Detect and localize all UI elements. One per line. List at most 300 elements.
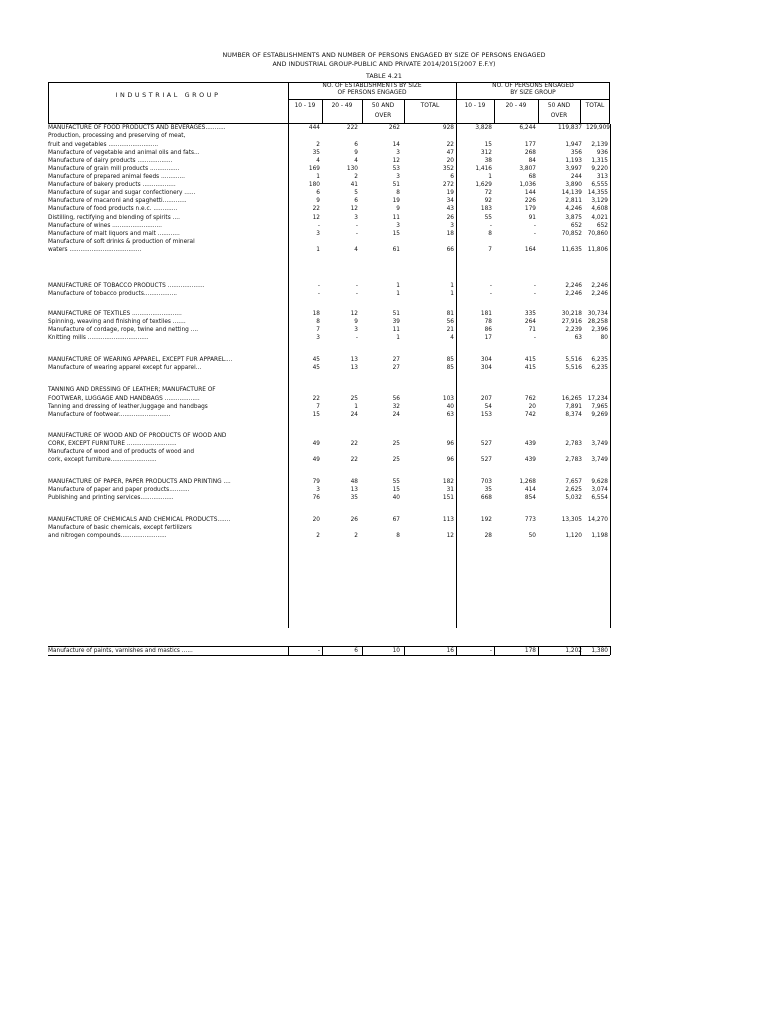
table-row: [48, 149, 610, 157]
table-row: [48, 246, 610, 254]
table-row: [48, 222, 610, 230]
cell: 10: [392, 648, 400, 654]
cell: 56: [446, 319, 454, 325]
cell: 226: [524, 198, 536, 204]
cell: 47: [446, 150, 454, 156]
row-label: Production, processing and preserving of meat,: [48, 133, 186, 139]
cell: 762: [524, 396, 536, 402]
cell: 180: [308, 182, 320, 188]
cell: 4: [316, 158, 320, 164]
cell: 43: [446, 206, 454, 212]
cell: 63: [446, 412, 454, 418]
col-header: 20 - 49: [505, 103, 527, 109]
establishments-header-1: NO. OF ESTABLISHMENTS BY SIZE: [322, 83, 422, 89]
cell: 15: [392, 487, 400, 493]
col-header: TOTAL: [420, 103, 440, 109]
cell: 50: [528, 533, 536, 539]
table-row: [48, 356, 610, 364]
col-header: 20 - 49: [331, 103, 353, 109]
cell: 25: [392, 441, 400, 447]
row-label: Manufacture of paints, varnishes and mastics ......: [48, 648, 193, 654]
cell: 12: [312, 215, 320, 221]
cell: 1,268: [519, 479, 536, 485]
cell: 928: [442, 125, 454, 131]
cell: 6: [354, 648, 358, 654]
cell: 9,269: [591, 412, 608, 418]
cell: 15: [312, 412, 320, 418]
cell: 51: [392, 182, 400, 188]
row-label: Manufacture of prepared animal feeds .............: [48, 174, 185, 180]
cell: 668: [480, 495, 492, 501]
cell: 48: [350, 479, 358, 485]
cell: 313: [596, 174, 608, 180]
cell: 6: [316, 190, 320, 196]
cell: 22: [312, 396, 320, 402]
cell: -: [317, 648, 320, 654]
cell: 49: [312, 441, 320, 447]
table-row: [48, 432, 610, 440]
cell: -: [317, 291, 320, 297]
cell: 130: [346, 166, 358, 172]
cell: 272: [442, 182, 454, 188]
cell: 14,139: [561, 190, 582, 196]
cell: 7,965: [591, 404, 608, 410]
cell: 2,783: [565, 457, 582, 463]
cell: 8: [396, 533, 400, 539]
cell: 6,554: [591, 495, 608, 501]
row-label: Knitting mills .................................: [48, 335, 149, 341]
cell: 12: [350, 311, 358, 317]
cell: 4,021: [591, 215, 608, 221]
cell: 45: [312, 365, 320, 371]
cell: 80: [600, 335, 608, 341]
cell: 20: [528, 404, 536, 410]
cell: 2,139: [591, 142, 608, 148]
cell: 3,890: [565, 182, 582, 188]
cell: 85: [446, 357, 454, 363]
cell: -: [355, 283, 358, 289]
cell: 414: [524, 487, 536, 493]
row-label: Publishing and printing services..................: [48, 495, 174, 501]
table-row: [48, 440, 610, 448]
row-label: Tanning and dressing of leather,luggage and handbags: [48, 404, 208, 410]
cell: 85: [446, 365, 454, 371]
cell: 181: [480, 311, 492, 317]
cell: 56: [392, 396, 400, 402]
cell: 1,380: [591, 648, 608, 654]
cell: 68: [528, 174, 536, 180]
cell: 12: [392, 158, 400, 164]
cell: 9: [396, 206, 400, 212]
cell: -: [317, 283, 320, 289]
cell: 22: [350, 441, 358, 447]
cell: 17,234: [587, 396, 608, 402]
cell: 15: [484, 142, 492, 148]
cell: 13,305: [561, 517, 582, 523]
cell: 207: [480, 396, 492, 402]
cell: 415: [524, 365, 536, 371]
table-row: [48, 124, 610, 132]
cell: 35: [350, 495, 358, 501]
cell: 2,811: [565, 198, 582, 204]
cell: 30,734: [587, 311, 608, 317]
cell: 13: [350, 487, 358, 493]
cell: 2: [354, 174, 358, 180]
cell: 35: [484, 487, 492, 493]
cell: 3,749: [591, 441, 608, 447]
col-header: 10 - 19: [294, 103, 316, 109]
cell: 26: [350, 517, 358, 523]
cell: 12: [350, 206, 358, 212]
cell: 192: [480, 517, 492, 523]
cell: 2,246: [591, 283, 608, 289]
cell: 936: [596, 150, 608, 156]
table-row: [48, 238, 610, 246]
cell: -: [533, 231, 536, 237]
cell: -: [489, 291, 492, 297]
cell: 304: [480, 357, 492, 363]
cell: 3,875: [565, 215, 582, 221]
col-header: TOTAL: [585, 103, 605, 109]
cell: 30,218: [561, 311, 582, 317]
cell: 5,032: [565, 495, 582, 501]
cell: 72: [484, 190, 492, 196]
cell: 40: [392, 495, 400, 501]
cell: 119,837: [558, 125, 582, 131]
cell: 8: [488, 231, 492, 237]
table-row: [48, 205, 610, 213]
cell: 6: [450, 174, 454, 180]
row-label: MANUFACTURE OF CHEMICALS AND CHEMICAL PRODUCTS.......: [48, 517, 231, 523]
table-row: [48, 282, 610, 290]
cell: 34: [446, 198, 454, 204]
table-row: [48, 189, 610, 197]
table-row: [48, 456, 610, 464]
cell: -: [533, 283, 536, 289]
cell: 25: [392, 457, 400, 463]
row-label: MANUFACTURE OF WOOD AND OF PRODUCTS OF WOOD AND: [48, 433, 227, 439]
cell: 169: [308, 166, 320, 172]
row-label: Manufacture of paper and paper products...........: [48, 487, 190, 493]
cell: 11,806: [587, 247, 608, 253]
table-row: [48, 318, 610, 326]
row-label: Spinning, weaving and finishing of textiles .......: [48, 319, 186, 325]
cell: 854: [524, 495, 536, 501]
title-line-1: NUMBER OF ESTABLISHMENTS AND NUMBER OF PERSONS ENGAGED BY SIZE OF PERSONS ENGAGED: [222, 52, 546, 59]
cell: 7: [488, 247, 492, 253]
row-label: Manufacture of wood and of products of wood and: [48, 449, 195, 455]
cell: 2,783: [565, 441, 582, 447]
cell: 96: [446, 441, 454, 447]
row-label: and nitrogen compounds.........................: [48, 533, 167, 539]
cell: 1,198: [591, 533, 608, 539]
cell: 1,120: [565, 533, 582, 539]
cell: 527: [480, 441, 492, 447]
cell: 3: [316, 335, 320, 341]
row-label: fruit and vegetables ...........................: [48, 142, 159, 148]
table-row: [48, 334, 610, 342]
cell: 12: [446, 533, 454, 539]
cell: 26: [446, 215, 454, 221]
row-label: MANUFACTURE OF WEARING APPAREL, EXCEPT FUR APPAREL....: [48, 357, 233, 363]
cell: 15: [392, 231, 400, 237]
cell: 9: [354, 150, 358, 156]
cell: 7,657: [565, 479, 582, 485]
cell: 4: [450, 335, 454, 341]
cell: 9,220: [591, 166, 608, 172]
cell: 18: [446, 231, 454, 237]
row-label: Manufacture of dairy products ...................: [48, 158, 173, 164]
cell: 1,193: [565, 158, 582, 164]
cell: 439: [524, 457, 536, 463]
cell: 7: [316, 404, 320, 410]
cell: 27: [392, 357, 400, 363]
cell: 6,235: [591, 365, 608, 371]
row-label: MANUFACTURE OF FOOD PRODUCTS AND BEVERAGES...........: [48, 125, 226, 131]
row-label: waters .......................................: [48, 247, 142, 253]
table-row: [48, 386, 610, 394]
row-label: Manufacture of macaroni and spaghetti.............: [48, 198, 187, 204]
cell: 28,258: [587, 319, 608, 325]
table-row: [48, 290, 610, 298]
row-label: Manufacture of grain mill products ................: [48, 166, 180, 172]
cell: 4,246: [565, 206, 582, 212]
table-row: [48, 230, 610, 238]
cell: 113: [442, 517, 454, 523]
cell: -: [355, 223, 358, 229]
cell: 14,270: [587, 517, 608, 523]
cell: 652: [596, 223, 608, 229]
cell: 86: [484, 327, 492, 333]
cell: 35: [312, 150, 320, 156]
cell: 19: [446, 190, 454, 196]
cell: 7: [316, 327, 320, 333]
cell: 5,516: [565, 357, 582, 363]
cell: -: [489, 648, 492, 654]
cell: 6,235: [591, 357, 608, 363]
cell: 3: [396, 223, 400, 229]
row-label: Manufacture of tobacco products..................: [48, 291, 178, 297]
cell: 153: [480, 412, 492, 418]
cell: 25: [350, 396, 358, 402]
cell: 103: [442, 396, 454, 402]
table-row: [48, 364, 610, 372]
cell: 40: [446, 404, 454, 410]
cell: 1,947: [565, 142, 582, 148]
cell: 164: [524, 247, 536, 253]
table-row: [48, 486, 610, 494]
cell: 356: [570, 150, 582, 156]
row-label: MANUFACTURE OF TEXTILES ...........................: [48, 311, 182, 317]
cell: 3: [396, 150, 400, 156]
table-row: [48, 214, 610, 222]
cell: 54: [484, 404, 492, 410]
cell: 9: [316, 198, 320, 204]
row-label: Manufacture of soft drinks & production of mineral: [48, 239, 195, 245]
cell: 70,860: [587, 231, 608, 237]
row-label: Manufacture of sugar and sugar confectionery ......: [48, 190, 196, 196]
cell: 11: [392, 327, 400, 333]
cell: 1,202: [565, 648, 582, 654]
cell: 3: [316, 231, 320, 237]
cell: 2,239: [565, 327, 582, 333]
cell: 55: [484, 215, 492, 221]
cell: 178: [524, 648, 536, 654]
cell: 2,246: [565, 291, 582, 297]
cell: 55: [392, 479, 400, 485]
cell: 22: [350, 457, 358, 463]
cell: 28: [484, 533, 492, 539]
bottom-table-row: [48, 646, 610, 655]
cell: 6,244: [519, 125, 536, 131]
cell: -: [355, 291, 358, 297]
cell: 22: [446, 142, 454, 148]
row-label: MANUFACTURE OF TOBACCO PRODUCTS ....................: [48, 283, 205, 289]
cell: 2,246: [565, 283, 582, 289]
table-row: [48, 403, 610, 411]
cell: -: [355, 335, 358, 341]
cell: 3: [396, 174, 400, 180]
cell: 3,129: [591, 198, 608, 204]
row-label: Manufacture of wines ...........................: [48, 223, 162, 229]
cell: 244: [570, 174, 582, 180]
cell: 415: [524, 357, 536, 363]
cell: -: [489, 283, 492, 289]
cell: -: [355, 231, 358, 237]
row-label: Manufacture of food products n.e.c. .............: [48, 206, 178, 212]
table-row: [48, 516, 610, 524]
persons-header-2: BY SIZE GROUP: [510, 90, 556, 96]
cell: 444: [308, 125, 320, 131]
cell: 16,265: [561, 396, 582, 402]
cell: 439: [524, 441, 536, 447]
cell: 67: [392, 517, 400, 523]
cell: 8,374: [565, 412, 582, 418]
cell: 2: [316, 142, 320, 148]
cell: 20: [446, 158, 454, 164]
cell: 8: [396, 190, 400, 196]
cell: 76: [312, 495, 320, 501]
row-label: MANUFACTURE OF PAPER, PAPER PRODUCTS AND PRINTING ....: [48, 479, 231, 485]
cell: 3: [354, 215, 358, 221]
table-row: [48, 173, 610, 181]
cell: 1,036: [519, 182, 536, 188]
row-label: Manufacture of wearing apparel except fur apparel...: [48, 365, 202, 371]
cell: 92: [484, 198, 492, 204]
cell: -: [489, 223, 492, 229]
cell: 5: [354, 190, 358, 196]
cell: 773: [524, 517, 536, 523]
row-label: Manufacture of basic chemicals, except fertilizers: [48, 525, 192, 531]
cell: 183: [480, 206, 492, 212]
cell: 262: [388, 125, 400, 131]
cell: 6: [354, 198, 358, 204]
cell: 1: [354, 404, 358, 410]
cell: 13: [350, 365, 358, 371]
cell: 1: [396, 335, 400, 341]
table-row: [48, 524, 610, 532]
cell: 61: [392, 247, 400, 253]
cell: 38: [484, 158, 492, 164]
cell: 4,608: [591, 206, 608, 212]
row-label: TANNING AND DRESSING OF LEATHER; MANUFACTURE OF: [48, 387, 216, 393]
cell: 32: [392, 404, 400, 410]
table-row: [48, 478, 610, 486]
cell: 6: [354, 142, 358, 148]
cell: 66: [446, 247, 454, 253]
cell: 2,246: [591, 291, 608, 297]
cell: 2: [354, 533, 358, 539]
cell: 151: [442, 495, 454, 501]
cell: -: [533, 223, 536, 229]
table-row: [48, 165, 610, 173]
cell: 527: [480, 457, 492, 463]
cell: 3: [450, 223, 454, 229]
row-label: CORK, EXCEPT FURNITURE ...........................: [48, 441, 177, 447]
cell: 20: [312, 517, 320, 523]
row-label: Manufacture of vegetable and animal oils and fats...: [48, 150, 200, 156]
cell: 3,997: [565, 166, 582, 172]
cell: 91: [528, 215, 536, 221]
cell: 78: [484, 319, 492, 325]
row-label: Distilling, rectifying and blending of spirits ....: [48, 215, 180, 221]
cell: 18: [312, 311, 320, 317]
row-label: cork, except furniture.........................: [48, 457, 157, 463]
cell: 84: [528, 158, 536, 164]
cell: 2: [316, 533, 320, 539]
cell: 11,635: [561, 247, 582, 253]
cell: 51: [392, 311, 400, 317]
cell: -: [317, 223, 320, 229]
cell: 6,555: [591, 182, 608, 188]
cell: 1,629: [475, 182, 492, 188]
cell: 13: [350, 357, 358, 363]
cell: 652: [570, 223, 582, 229]
cell: 144: [524, 190, 536, 196]
persons-header-1: NO. OF PERSONS ENGAGED: [492, 83, 574, 89]
cell: 14: [392, 142, 400, 148]
cell: 4: [354, 247, 358, 253]
col-header: 10 - 19: [464, 103, 486, 109]
cell: 268: [524, 150, 536, 156]
cell: 1,416: [475, 166, 492, 172]
cell: 742: [524, 412, 536, 418]
table-row: [48, 532, 610, 540]
industrial-group-header: INDUSTRIAL GROUP: [115, 91, 221, 99]
cell: 1: [450, 291, 454, 297]
cell: 2,625: [565, 487, 582, 493]
cell: 3: [316, 487, 320, 493]
cell: 1: [316, 247, 320, 253]
title-line-2: AND INDUSTRIAL GROUP-PUBLIC AND PRIVATE 2014/2015(2007 E.F.Y): [272, 61, 496, 68]
col-header-over: OVER: [374, 113, 392, 119]
cell: 304: [480, 365, 492, 371]
table-row: [48, 395, 610, 403]
cell: 177: [524, 142, 536, 148]
cell: 24: [350, 412, 358, 418]
cell: 335: [524, 311, 536, 317]
cell: 4: [354, 158, 358, 164]
cell: 182: [442, 479, 454, 485]
table-row: [48, 181, 610, 189]
cell: 1,315: [591, 158, 608, 164]
cell: 352: [442, 166, 454, 172]
table-row: [48, 132, 610, 140]
table-number: TABLE 4.21: [366, 73, 402, 80]
table-row: [48, 197, 610, 205]
cell: 5,516: [565, 365, 582, 371]
table-row: [48, 157, 610, 165]
